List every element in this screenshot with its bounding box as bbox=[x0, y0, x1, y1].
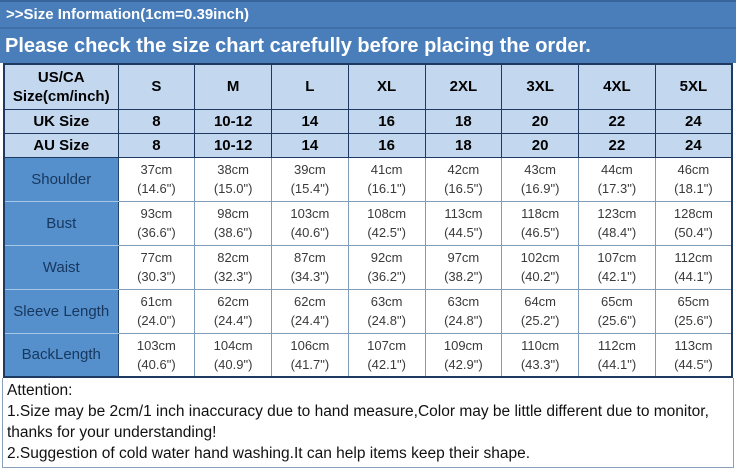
measurement-value-cell bbox=[118, 157, 195, 201]
inch-value: (42.9") bbox=[444, 356, 483, 372]
attention-section bbox=[2, 378, 734, 468]
cm-value: 123cm bbox=[597, 206, 637, 221]
attention-title: Attention: bbox=[7, 382, 73, 399]
size-system-value: 16 bbox=[348, 109, 425, 133]
inch-value: (17.3") bbox=[597, 181, 637, 196]
measurement-value-cell bbox=[655, 289, 732, 333]
inch-value: (44.5") bbox=[674, 356, 713, 372]
size-column-header: XL bbox=[348, 64, 425, 109]
measurement-label: BackLength bbox=[4, 333, 118, 377]
size-system-label: UK Size bbox=[4, 109, 118, 133]
cm-value: 77cm bbox=[140, 250, 173, 265]
cm-value: 93cm bbox=[140, 206, 173, 221]
cm-value: 104cm bbox=[213, 337, 253, 353]
size-system-row bbox=[4, 109, 732, 133]
inch-value: (36.6") bbox=[137, 225, 176, 240]
cm-value: 103cm bbox=[136, 337, 176, 353]
inch-value: (40.2") bbox=[520, 269, 560, 284]
cm-value: 61cm bbox=[140, 294, 173, 309]
inch-value: (40.9") bbox=[213, 356, 253, 372]
cm-value: 44cm bbox=[600, 162, 633, 177]
size-system-value: 8 bbox=[118, 109, 195, 133]
measurement-value-cell bbox=[272, 245, 349, 289]
inch-value: (42.1") bbox=[597, 269, 637, 284]
inch-value: (40.6") bbox=[290, 225, 330, 240]
inch-value: (42.1") bbox=[367, 356, 406, 372]
cm-value: 87cm bbox=[293, 250, 326, 265]
measurement-value-cell bbox=[655, 333, 732, 377]
inch-value: (24.4") bbox=[213, 313, 253, 328]
size-column-header: M bbox=[195, 64, 272, 109]
cm-value: 109cm bbox=[443, 337, 483, 353]
size-system-value: 10-12 bbox=[195, 133, 272, 157]
size-system-value: 8 bbox=[118, 133, 195, 157]
inch-value: (36.2") bbox=[367, 269, 406, 284]
cm-value: 46cm bbox=[677, 162, 710, 177]
cm-value: 92cm bbox=[370, 250, 403, 265]
cm-value: 65cm bbox=[677, 294, 710, 309]
cm-value: 112cm bbox=[597, 337, 636, 353]
measurement-row bbox=[4, 289, 732, 333]
cm-value: 108cm bbox=[367, 206, 407, 221]
corner-header-line2: Size(cm/inch) bbox=[12, 87, 110, 105]
size-system-value: 14 bbox=[272, 109, 349, 133]
cm-value: 63cm bbox=[447, 294, 480, 309]
inch-value: (25.6") bbox=[674, 313, 713, 328]
inch-value: (32.3") bbox=[213, 269, 253, 284]
size-system-value: 22 bbox=[579, 109, 656, 133]
attention-line-3: 2.Suggestion of cold water hand washing.It can help items keep their shape. bbox=[7, 445, 531, 462]
inch-value: (18.1") bbox=[674, 181, 713, 196]
measurement-value-cell bbox=[272, 289, 349, 333]
inch-value: (14.6") bbox=[137, 181, 176, 196]
measurement-value-cell bbox=[579, 289, 656, 333]
measurement-value-cell bbox=[579, 157, 656, 201]
cm-value: 128cm bbox=[673, 206, 713, 221]
inch-value: (44.1") bbox=[597, 356, 637, 372]
size-system-value: 24 bbox=[655, 133, 732, 157]
size-system-label: AU Size bbox=[4, 133, 118, 157]
measurement-value-cell bbox=[348, 289, 425, 333]
measurement-value-cell bbox=[425, 245, 502, 289]
measurement-value-cell bbox=[195, 157, 272, 201]
measurement-label: Shoulder bbox=[4, 157, 118, 201]
cm-value: 41cm bbox=[370, 162, 403, 177]
cm-value: 113cm bbox=[444, 206, 483, 221]
inch-value: (44.5") bbox=[444, 225, 483, 240]
info-banner bbox=[0, 0, 736, 63]
measurement-value-cell bbox=[348, 333, 425, 377]
inch-value: (34.3") bbox=[290, 269, 330, 284]
measurement-value-cell bbox=[579, 201, 656, 245]
measurement-value-cell bbox=[655, 245, 732, 289]
measurement-value-cell bbox=[502, 333, 579, 377]
measurement-label: Bust bbox=[4, 201, 118, 245]
measurement-value-cell bbox=[195, 201, 272, 245]
inch-value: (42.5") bbox=[367, 225, 406, 240]
size-system-value: 10-12 bbox=[195, 109, 272, 133]
cm-value: 62cm bbox=[293, 294, 326, 309]
inch-value: (16.9") bbox=[520, 181, 560, 196]
size-column-header: 5XL bbox=[655, 64, 732, 109]
measurement-value-cell bbox=[502, 289, 579, 333]
measurement-value-cell bbox=[195, 245, 272, 289]
cm-value: 107cm bbox=[597, 250, 637, 265]
cm-value: 118cm bbox=[521, 206, 560, 221]
inch-value: (24.8") bbox=[444, 313, 483, 328]
inch-value: (15.0") bbox=[213, 181, 253, 196]
size-system-value: 18 bbox=[425, 133, 502, 157]
cm-value: 98cm bbox=[217, 206, 250, 221]
inch-value: (16.5") bbox=[444, 181, 483, 196]
inch-value: (16.1") bbox=[367, 181, 406, 196]
inch-value: (38.2") bbox=[444, 269, 483, 284]
size-column-header: 2XL bbox=[425, 64, 502, 109]
measurement-value-cell bbox=[425, 157, 502, 201]
cm-value: 38cm bbox=[217, 162, 250, 177]
inch-value: (30.3") bbox=[137, 269, 176, 284]
measurement-row bbox=[4, 201, 732, 245]
measurement-value-cell bbox=[272, 157, 349, 201]
cm-value: 113cm bbox=[674, 337, 713, 353]
measurement-row bbox=[4, 157, 732, 201]
inch-value: (50.4") bbox=[674, 225, 713, 240]
size-column-header: 4XL bbox=[579, 64, 656, 109]
cm-value: 102cm bbox=[520, 250, 560, 265]
attention-line-2: thanks for your understanding! bbox=[7, 424, 217, 441]
inch-value: (24.4") bbox=[290, 313, 330, 328]
inch-value: (24.0") bbox=[137, 313, 176, 328]
size-system-value: 22 bbox=[579, 133, 656, 157]
measurement-value-cell bbox=[655, 201, 732, 245]
measurement-value-cell bbox=[655, 157, 732, 201]
measurement-value-cell bbox=[118, 245, 195, 289]
cm-value: 64cm bbox=[524, 294, 557, 309]
cm-value: 112cm bbox=[674, 250, 713, 265]
measurement-value-cell bbox=[502, 245, 579, 289]
measurement-label: Waist bbox=[4, 245, 118, 289]
inch-value: (46.5") bbox=[520, 225, 560, 240]
size-system-value: 18 bbox=[425, 109, 502, 133]
measurement-value-cell bbox=[348, 245, 425, 289]
inch-value: (41.7") bbox=[290, 356, 330, 372]
size-system-value: 14 bbox=[272, 133, 349, 157]
cm-value: 43cm bbox=[524, 162, 557, 177]
cm-value: 82cm bbox=[217, 250, 250, 265]
measurement-value-cell bbox=[118, 333, 195, 377]
size-chart-warning: Please check the size chart carefully before placing the order. bbox=[5, 35, 591, 57]
size-system-value: 20 bbox=[502, 133, 579, 157]
inch-value: (38.6") bbox=[213, 225, 253, 240]
cm-value: 63cm bbox=[370, 294, 403, 309]
measurement-value-cell bbox=[195, 333, 272, 377]
measurement-value-cell bbox=[348, 201, 425, 245]
measurement-value-cell bbox=[425, 333, 502, 377]
corner-header-cell bbox=[4, 64, 118, 109]
measurement-row bbox=[4, 333, 732, 377]
size-chart-table bbox=[3, 63, 733, 378]
size-table-head bbox=[4, 64, 732, 157]
cm-value: 42cm bbox=[447, 162, 480, 177]
size-information-title: >>Size Information(1cm=0.39inch) bbox=[0, 2, 736, 29]
measurement-value-cell bbox=[272, 333, 349, 377]
measurement-value-cell bbox=[348, 157, 425, 201]
cm-value: 97cm bbox=[447, 250, 480, 265]
inch-value: (25.6") bbox=[597, 313, 637, 328]
inch-value: (48.4") bbox=[597, 225, 637, 240]
measurement-value-cell bbox=[272, 201, 349, 245]
cm-value: 107cm bbox=[367, 337, 407, 353]
cm-value: 110cm bbox=[521, 337, 560, 353]
size-system-value: 16 bbox=[348, 133, 425, 157]
inch-value: (44.1") bbox=[674, 269, 713, 284]
measurement-value-cell bbox=[118, 289, 195, 333]
size-system-value: 24 bbox=[655, 109, 732, 133]
cm-value: 106cm bbox=[290, 337, 330, 353]
size-system-row bbox=[4, 133, 732, 157]
attention-line-1: 1.Size may be 2cm/1 inch inaccuracy due to hand measure,Color may be little different due to monitor, bbox=[7, 403, 709, 420]
inch-value: (25.2") bbox=[520, 313, 560, 328]
inch-value: (24.8") bbox=[367, 313, 406, 328]
cm-value: 37cm bbox=[140, 162, 173, 177]
measurement-value-cell bbox=[118, 201, 195, 245]
size-header-row bbox=[4, 64, 732, 109]
measurement-value-cell bbox=[579, 245, 656, 289]
measurement-label: Sleeve Length bbox=[4, 289, 118, 333]
inch-value: (15.4") bbox=[290, 181, 330, 196]
inch-value: (43.3") bbox=[520, 356, 560, 372]
measurement-value-cell bbox=[195, 289, 272, 333]
cm-value: 62cm bbox=[217, 294, 250, 309]
size-column-header: 3XL bbox=[502, 64, 579, 109]
corner-header-line1: US/CA bbox=[37, 68, 85, 86]
cm-value: 65cm bbox=[600, 294, 633, 309]
inch-value: (40.6") bbox=[137, 356, 176, 372]
measurement-row bbox=[4, 245, 732, 289]
measurement-value-cell bbox=[502, 157, 579, 201]
cm-value: 103cm bbox=[290, 206, 330, 221]
measurement-value-cell bbox=[425, 289, 502, 333]
measurement-value-cell bbox=[502, 201, 579, 245]
cm-value: 39cm bbox=[293, 162, 326, 177]
size-system-value: 20 bbox=[502, 109, 579, 133]
measurement-value-cell bbox=[579, 333, 656, 377]
size-column-header: L bbox=[272, 64, 349, 109]
size-column-header: S bbox=[118, 64, 195, 109]
size-table-body bbox=[4, 157, 732, 377]
measurement-value-cell bbox=[425, 201, 502, 245]
